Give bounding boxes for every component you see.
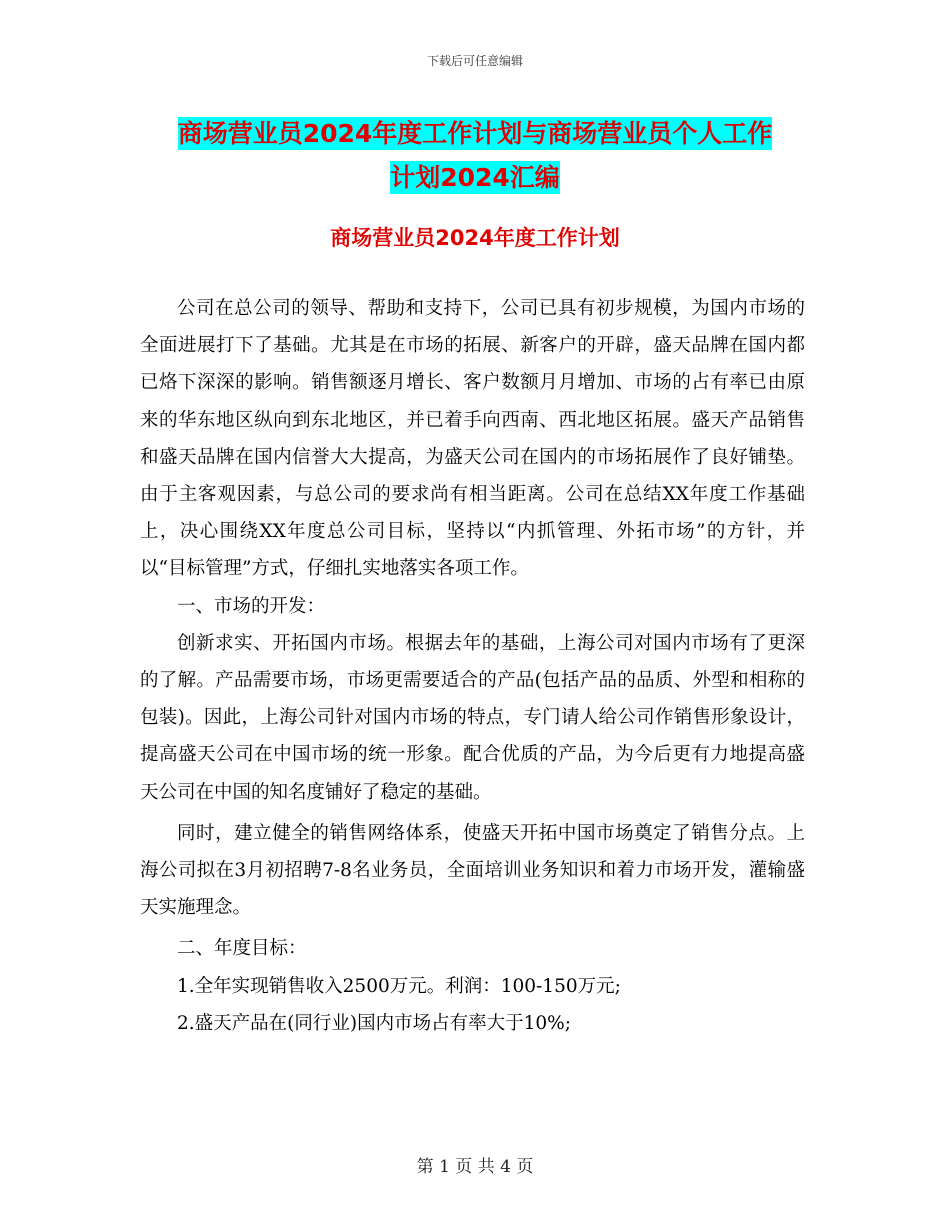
section-title: 商场营业员2024年度工作计划 xyxy=(330,226,620,250)
header-note: 下载后可任意编辑 xyxy=(426,54,523,68)
document-title xyxy=(0,112,950,200)
paragraph-intro: 公司在总公司的领导、帮助和支持下，公司已具有初步规模，为国内市场的全面进展打下了基础。尤其是在市场的拓展、新客户的开辟，盛天品牌在国内都已烙下深深的影响。销售额逐月增长、客户数额月月增加、市场的占有率已由原来的华东地区纵向到东北地区，并已着手向西南、西北地区拓展。盛天产品销售和盛天品牌在国内信誉大大提高，为盛天公司在国内的市场拓展作了良好铺垫。由于主客观因素，与总公司的要求尚有相当距离。公司在总结XX年度工作基础上，决心围绕XX年度总公司目标，坚持以“内抓管理、外拓市场”的方针，并以“目标管理”方式，仔细扎实地落实各项工作。 xyxy=(140,298,805,580)
paragraph-market-innovation: 创新求实、开拓国内市场。根据去年的基础，上海公司对国内市场有了更深的了解。产品需要市场，市场更需要适合的产品(包括产品的品质、外型和相称的包装)。因此，上海公司针对国内市场的特点，专门请人给公司作销售形象设计，提高盛天公司在中国市场的统一形象。配合优质的产品，为今后更有力地提高盛天公司在中国的知名度铺好了稳定的基础。 xyxy=(140,632,805,803)
goal-item-1: 1.全年实现销售收入2500万元。利润：100-150万元; xyxy=(177,975,621,997)
document-body xyxy=(140,290,805,1042)
title-line-2: 计划2024汇编 xyxy=(390,163,560,192)
title-line-1: 商场营业员2024年度工作计划与商场营业员个人工作 xyxy=(177,119,773,148)
goal-item-2: 2.盛天产品在(同行业)国内市场占有率大于10%; xyxy=(177,1012,571,1034)
heading-market-development: 一、市场的开发： xyxy=(177,595,326,617)
paragraph-sales-network: 同时，建立健全的销售网络体系，使盛天开拓中国市场奠定了销售分点。上海公司拟在3月初招聘7-8名业务员，全面培训业务知识和着力市场开发，灌输盛天实施理念。 xyxy=(140,822,805,919)
page-footer: 第 1 页 共 4 页 xyxy=(416,1157,534,1177)
heading-annual-goals: 二、年度目标： xyxy=(177,938,307,960)
